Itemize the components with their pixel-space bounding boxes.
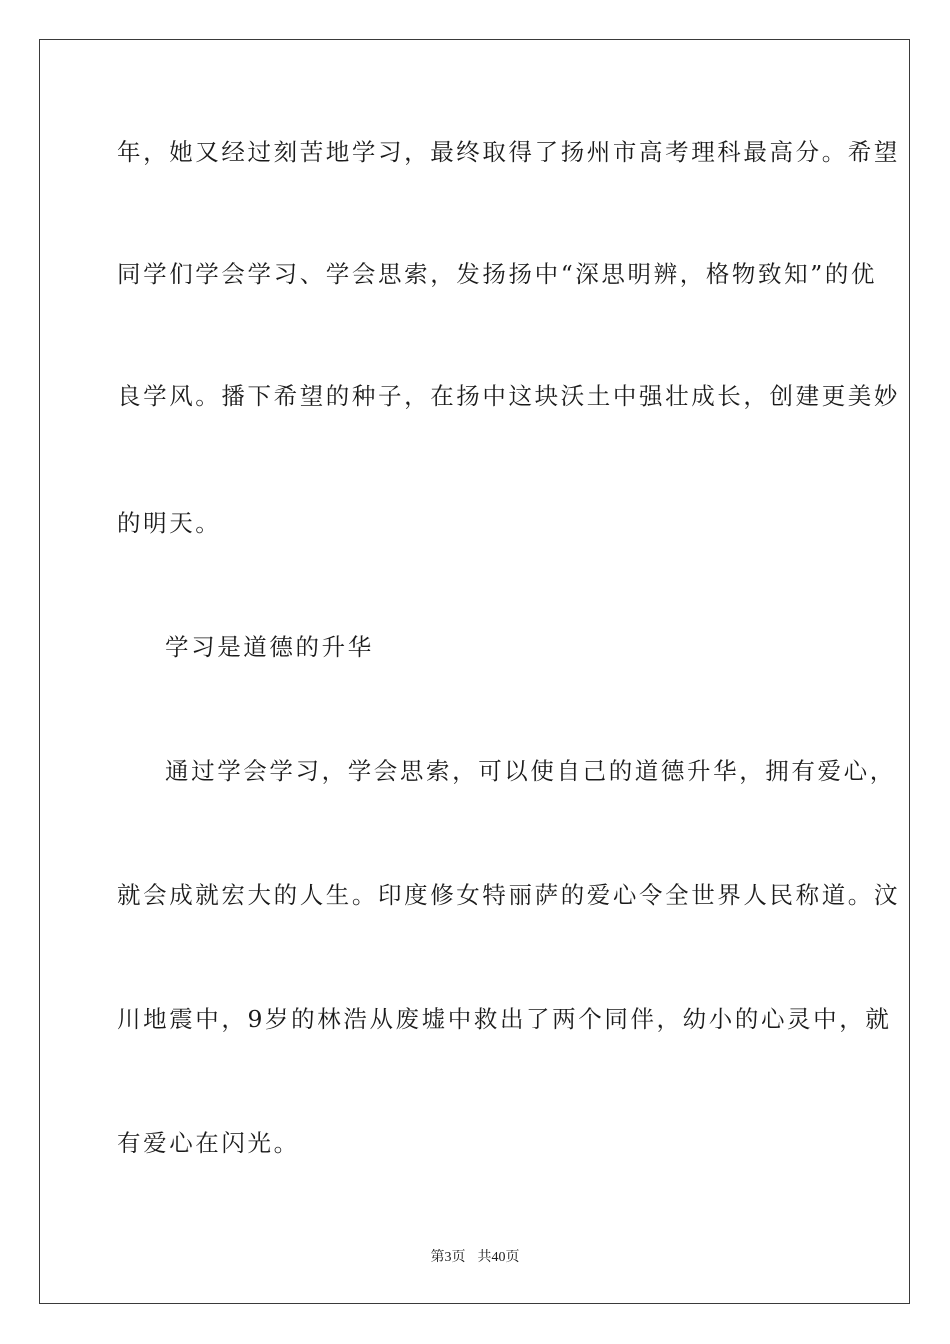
paragraph-line: 良学风。播下希望的种子，在扬中这块沃土中强壮成长，创建更美妙 <box>117 382 900 410</box>
paragraph-line: 就会成就宏大的人生。印度修女特丽萨的爱心令全世界人民称道。汶 <box>117 881 900 909</box>
page-number: 第3页 <box>430 1250 466 1265</box>
paragraph-line: 通过学会学习，学会思索，可以使自己的道德升华，拥有爱心， <box>165 757 896 785</box>
paragraph-line: 川地震中，9岁的林浩从废墟中救出了两个同伴，幼小的心灵中，就 <box>117 1005 892 1033</box>
paragraph-line: 同学们学会学习、学会思索，发扬扬中“深思明辨，格物致知”的优 <box>117 260 878 288</box>
paragraph-line: 有爱心在闪光。 <box>117 1129 300 1157</box>
section-heading: 学习是道德的升华 <box>165 633 374 661</box>
page-footer <box>0 1246 950 1266</box>
page-border <box>39 39 910 1304</box>
page-total: 共40页 <box>477 1250 520 1265</box>
paragraph-line: 的明天。 <box>117 509 222 537</box>
paragraph-line: 年，她又经过刻苦地学习，最终取得了扬州市高考理科最高分。希望 <box>117 138 900 166</box>
